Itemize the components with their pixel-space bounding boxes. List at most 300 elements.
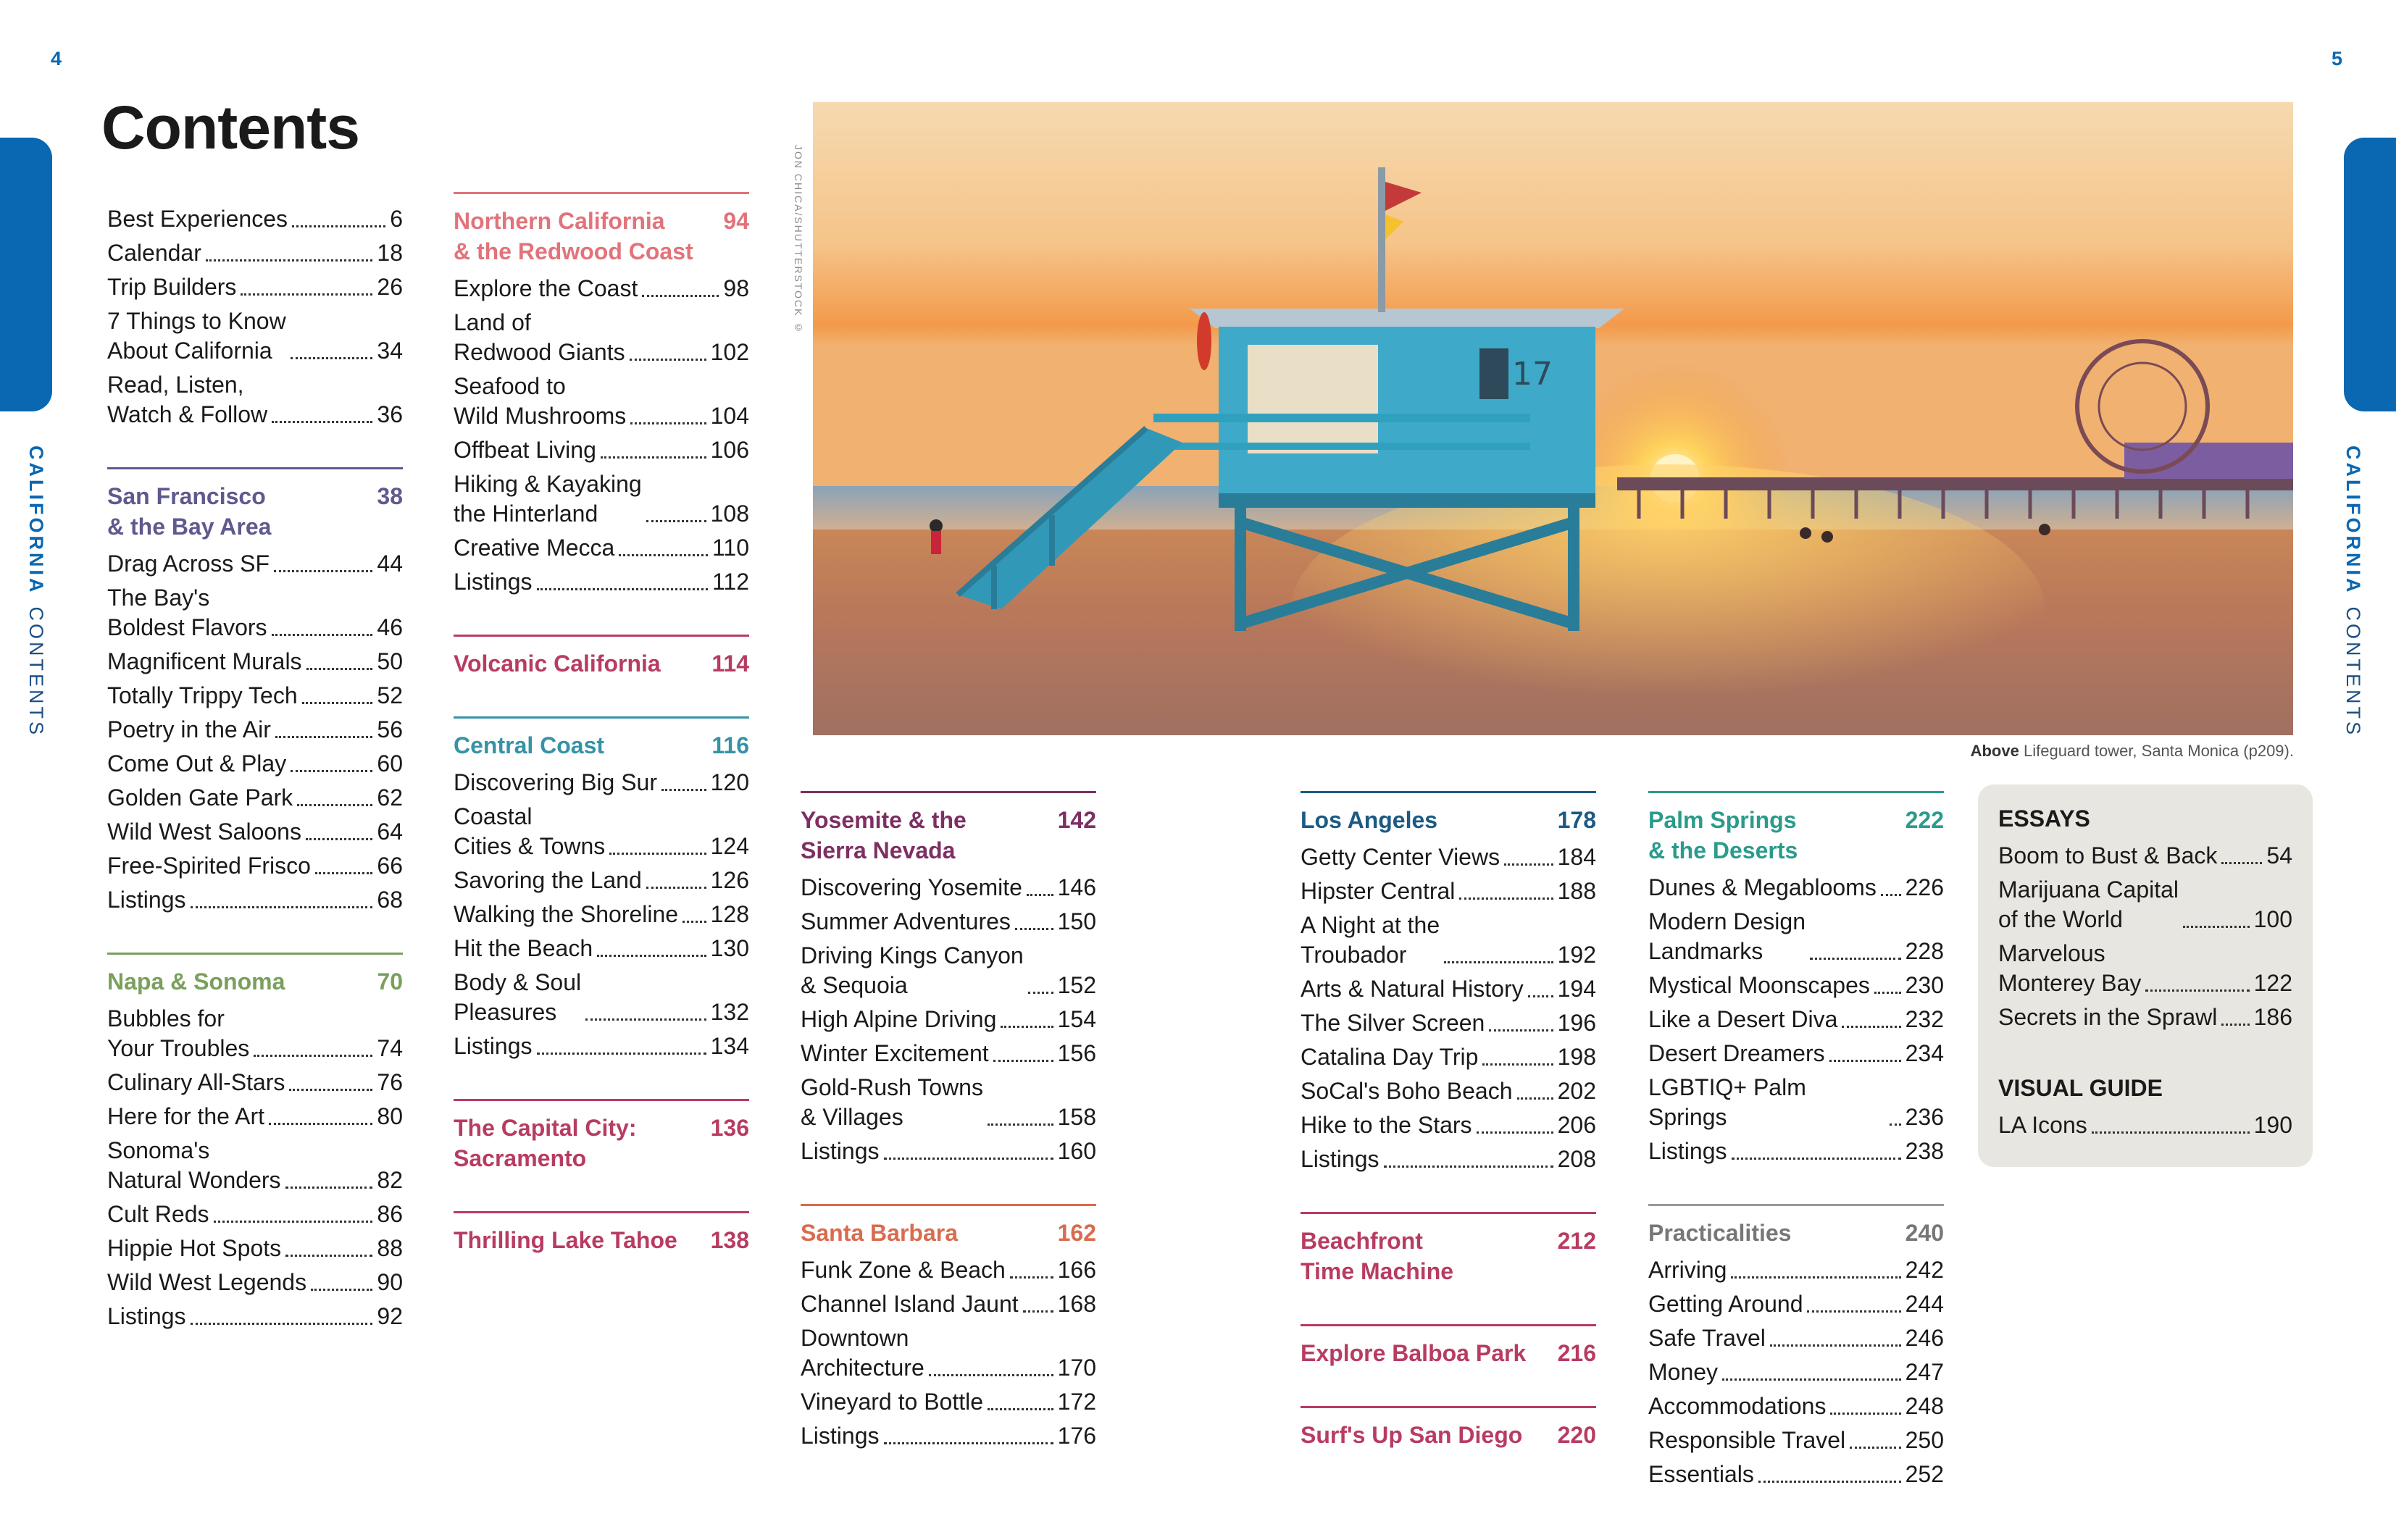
toc-entry[interactable] (454, 567, 749, 597)
leader-dots (988, 1408, 1053, 1410)
toc-entry-page: 146 (1057, 874, 1096, 900)
toc-entry[interactable] (107, 783, 403, 813)
toc-entry[interactable] (1648, 1039, 1944, 1068)
toc-entry-page: 98 (723, 275, 749, 301)
toc-entry[interactable] (1648, 971, 1944, 1000)
toc-entry-page: 130 (710, 935, 749, 961)
toc-entry-page: 196 (1557, 1010, 1596, 1036)
toc-entry[interactable] (1648, 1137, 1944, 1166)
leader-dots (988, 1123, 1053, 1126)
toc-section-practicalities (1648, 1204, 1944, 1489)
toc-entry[interactable] (107, 1200, 403, 1229)
toc-entry-title: Seafood to Wild Mushrooms (454, 373, 627, 429)
toc-entry-page: 247 (1905, 1359, 1944, 1385)
toc-entry[interactable] (1301, 1008, 1596, 1038)
toc-entry-title: Coastal Cities & Towns (454, 803, 606, 859)
leader-dots (241, 293, 372, 296)
toc-entry-title: Vineyard to Bottle (801, 1389, 984, 1415)
toc-entry[interactable] (1998, 1110, 2292, 1140)
toc-entry[interactable] (801, 1387, 1096, 1417)
leader-dots (285, 1187, 373, 1189)
toc-entry[interactable] (1301, 842, 1596, 872)
section-page: 114 (711, 650, 749, 677)
toc-entry[interactable] (1301, 1042, 1596, 1072)
toc-entry[interactable] (801, 1289, 1096, 1319)
leader-dots (289, 1089, 372, 1091)
toc-entry-title: Safe Travel (1648, 1325, 1766, 1351)
leader-dots (306, 668, 373, 670)
toc-entry[interactable] (454, 469, 749, 529)
toc-entry[interactable] (1648, 1392, 1944, 1421)
leader-dots (642, 295, 719, 297)
toc-entry-title: Modern Design Landmarks (1648, 908, 1806, 964)
toc-entry[interactable] (107, 715, 403, 745)
toc-entry-page: 50 (377, 648, 403, 674)
toc-entry-page: 186 (2253, 1004, 2292, 1030)
toc-entry-title: Explore the Coast (454, 275, 638, 301)
toc-entry-title: Mystical Moonscapes (1648, 972, 1870, 998)
section-title: Beachfront Time Machine (1301, 1228, 1454, 1284)
toc-entry[interactable] (454, 533, 749, 563)
toc-entry[interactable] (107, 681, 403, 711)
leader-dots (1731, 1276, 1900, 1279)
section-heading[interactable] (1301, 805, 1596, 835)
leader-dots (2221, 1024, 2249, 1026)
toc-entry-page: 192 (1557, 942, 1596, 968)
caption-bold: Above (1970, 742, 2019, 760)
toc-entry-title: Golden Gate Park (107, 784, 293, 811)
leader-dots (191, 1323, 373, 1325)
leader-dots (601, 456, 706, 459)
toc-entry[interactable] (1301, 911, 1596, 970)
toc-entry[interactable] (801, 1255, 1096, 1285)
toc-entry-title: Magnificent Murals (107, 648, 302, 674)
side-label-right (2342, 445, 2364, 737)
toc-entry[interactable] (1648, 1289, 1944, 1319)
toc-entry-page: 88 (377, 1235, 403, 1261)
toc-section-capital-city (454, 1099, 749, 1173)
leader-dots (993, 1060, 1053, 1062)
section-title: Palm Springs & the Deserts (1648, 807, 1798, 863)
toc-entry-page: 74 (377, 1035, 403, 1061)
toc-entry-page: 110 (711, 535, 749, 561)
toc-entry[interactable] (107, 272, 403, 302)
toc-section-yosemite (801, 791, 1096, 1166)
toc-entry-title: Listings (107, 1303, 186, 1329)
toc-entry-page: 238 (1905, 1138, 1944, 1164)
leader-dots (619, 554, 708, 556)
toc-entry-title: Cult Reds (107, 1201, 209, 1227)
svg-text:17: 17 (1512, 356, 1553, 393)
toc-entry[interactable] (107, 1234, 403, 1263)
toc-entry[interactable] (801, 1137, 1096, 1166)
section-heading[interactable] (107, 966, 403, 997)
toc-entry[interactable] (107, 583, 403, 643)
toc-entry-title: Dunes & Megablooms (1648, 874, 1877, 900)
photo-credit: JON CHICA/SHUTTERSTOCK © (793, 145, 804, 335)
page-number-right: 5 (2332, 48, 2343, 70)
toc-entry-page: 150 (1057, 908, 1096, 934)
toc-entry-title: Funk Zone & Beach (801, 1257, 1006, 1283)
toc-entry[interactable] (1301, 1110, 1596, 1140)
toc-entry[interactable] (107, 549, 403, 579)
section-heading[interactable] (454, 648, 749, 679)
toc-entry[interactable] (107, 1268, 403, 1297)
leader-dots (1722, 1378, 1901, 1381)
leader-dots (537, 588, 708, 590)
toc-entry[interactable] (107, 306, 403, 366)
side-label-section: CONTENTS (25, 606, 47, 737)
toc-entry[interactable] (454, 866, 749, 895)
toc-entry-page: 6 (390, 206, 403, 232)
section-page: 216 (1557, 1340, 1596, 1366)
section-title: ESSAYS (1998, 805, 2090, 832)
toc-entry[interactable] (107, 1068, 403, 1097)
toc-entry-page: 108 (710, 501, 749, 527)
section-title: Central Coast (454, 732, 605, 758)
section-heading (1998, 1073, 2292, 1103)
caption-text: Lifeguard tower, Santa Monica (p209). (2023, 742, 2294, 760)
toc-entry-page: 184 (1557, 844, 1596, 870)
toc-entry-page: 124 (710, 833, 749, 859)
toc-entry-page: 206 (1557, 1112, 1596, 1138)
toc-entry-page: 86 (377, 1201, 403, 1227)
side-label-left (25, 445, 47, 737)
toc-entry-title: Discovering Big Sur (454, 769, 657, 795)
toc-entry-title: Creative Mecca (454, 535, 615, 561)
toc-entry-page: 112 (711, 569, 749, 595)
leader-dots (1444, 961, 1553, 963)
toc-entry[interactable] (1998, 875, 2292, 934)
toc-entry[interactable] (107, 885, 403, 915)
side-label-book: CALIFORNIA (25, 445, 47, 595)
toc-entry-page: 68 (377, 887, 403, 913)
toc-entry[interactable] (1998, 1003, 2292, 1032)
toc-entry[interactable] (454, 900, 749, 929)
leader-dots (683, 921, 706, 923)
toc-section-santa-barbara (801, 1204, 1096, 1451)
section-heading[interactable] (1648, 805, 1944, 866)
toc-entry-title: Wild West Legends (107, 1269, 307, 1295)
leader-dots (597, 955, 706, 957)
toc-entry-title: Listings (801, 1423, 880, 1449)
toc-entry-page: 106 (710, 437, 749, 463)
toc-entry[interactable] (454, 934, 749, 963)
toc-column-5 (1648, 791, 1944, 1527)
toc-entry[interactable] (1301, 1076, 1596, 1106)
toc-entry[interactable] (107, 204, 403, 234)
toc-section-volcanic-california (454, 635, 749, 679)
toc-entry-page: 18 (377, 240, 403, 266)
toc-entry-page: 54 (2266, 842, 2292, 869)
leader-dots (272, 421, 372, 423)
toc-entry-page: 172 (1057, 1389, 1096, 1415)
leader-dots (297, 804, 372, 806)
toc-entry[interactable] (801, 941, 1096, 1000)
leader-dots (1015, 928, 1053, 930)
leader-dots (1010, 1276, 1053, 1279)
toc-entry[interactable] (454, 1031, 749, 1061)
toc-entry[interactable] (1648, 1323, 1944, 1353)
leader-dots (302, 702, 373, 704)
toc-entry-page: 90 (377, 1269, 403, 1295)
section-heading (1998, 803, 2292, 834)
toc-entry-title: Wild West Saloons (107, 819, 301, 845)
toc-entry-page: 252 (1905, 1461, 1944, 1487)
toc-entry-title: Channel Island Jaunt (801, 1291, 1019, 1317)
section-page: 222 (1905, 807, 1944, 833)
leader-dots (274, 570, 372, 572)
toc-entry[interactable] (801, 907, 1096, 937)
toc-entry[interactable] (454, 274, 749, 304)
toc-section-san-francisco (107, 467, 403, 915)
section-heading[interactable] (454, 1225, 749, 1255)
photo-caption (1971, 742, 2294, 761)
toc-entry-page: 76 (377, 1069, 403, 1095)
toc-entry[interactable] (1648, 1005, 1944, 1034)
toc-entry[interactable] (1998, 939, 2292, 998)
section-title: San Francisco & the Bay Area (107, 483, 272, 540)
section-heading[interactable] (1301, 1338, 1596, 1368)
toc-entry-title: Totally Trippy Tech (107, 682, 298, 708)
leader-dots (285, 1255, 372, 1257)
toc-entry[interactable] (107, 1136, 403, 1195)
toc-section-los-angeles (1301, 791, 1596, 1174)
side-label-section: CONTENTS (2342, 606, 2364, 737)
toc-entry[interactable] (107, 851, 403, 881)
toc-entry-title: Listings (454, 569, 533, 595)
toc-entry[interactable] (1648, 1460, 1944, 1489)
toc-entry-title: Getting Around (1648, 1291, 1803, 1317)
leader-dots (272, 634, 373, 636)
page-number-left: 4 (51, 48, 62, 70)
toc-entry-page: 128 (710, 901, 749, 927)
section-title: Surf's Up San Diego (1301, 1422, 1523, 1448)
toc-entry[interactable] (801, 1323, 1096, 1383)
toc-entry-title: Listings (107, 887, 186, 913)
toc-entry[interactable] (1301, 974, 1596, 1004)
toc-entry-page: 36 (377, 401, 403, 427)
toc-entry[interactable] (454, 802, 749, 861)
toc-entry[interactable] (1648, 1357, 1944, 1387)
section-title: The Capital City: Sacramento (454, 1115, 637, 1171)
toc-entry[interactable] (1648, 873, 1944, 903)
leader-dots (254, 1055, 372, 1057)
toc-column-1 (107, 204, 403, 1369)
toc-entry[interactable] (1648, 907, 1944, 966)
toc-entry-title: 7 Things to Know About California (107, 308, 286, 364)
leader-dots (2092, 1131, 2250, 1134)
section-title: Explore Balboa Park (1301, 1340, 1527, 1366)
toc-entry-title: Listings (454, 1033, 533, 1059)
essays-box (1978, 784, 2313, 1167)
beach-sunset-illustration (813, 102, 2293, 735)
section-title: Volcanic California (454, 650, 661, 677)
toc-entry-page: 44 (377, 551, 403, 577)
toc-entry-title: Money (1648, 1359, 1719, 1385)
section-heading[interactable] (454, 730, 749, 761)
leader-dots (2145, 989, 2249, 992)
toc-entry-title: The Bay's Boldest Flavors (107, 585, 267, 640)
toc-entry[interactable] (107, 1302, 403, 1331)
toc-entry[interactable] (454, 768, 749, 798)
toc-column-2 (454, 192, 749, 1293)
toc-entry-page: 80 (377, 1103, 403, 1129)
toc-entry[interactable] (1648, 1255, 1944, 1285)
toc-entry-title: Listings (801, 1138, 880, 1164)
section-page: 116 (711, 732, 749, 758)
toc-entry-title: Culinary All-Stars (107, 1069, 285, 1095)
toc-entry[interactable] (454, 435, 749, 465)
toc-entry-page: 242 (1905, 1257, 1944, 1283)
toc-entry[interactable] (801, 1073, 1096, 1132)
toc-entry-page: 92 (377, 1303, 403, 1329)
toc-entry-page: 60 (377, 750, 403, 777)
toc-entry-title: Bubbles for Your Troubles (107, 1005, 250, 1061)
toc-entry-page: 120 (710, 769, 749, 795)
toc-entry-title: LGBTIQ+ Palm Springs (1648, 1074, 1806, 1130)
toc-entry[interactable] (107, 817, 403, 847)
toc-entry[interactable] (107, 647, 403, 677)
toc-entry[interactable] (801, 1005, 1096, 1034)
leader-dots (585, 1018, 706, 1021)
leader-dots (1477, 1131, 1553, 1134)
toc-entry[interactable] (1648, 1426, 1944, 1455)
section-page: 212 (1557, 1228, 1596, 1254)
toc-entry-page: 170 (1057, 1355, 1096, 1381)
toc-entry[interactable] (107, 1102, 403, 1131)
toc-entry-page: 250 (1905, 1427, 1944, 1453)
toc-entry-title: Marvelous Monterey Bay (1998, 940, 2142, 996)
leader-dots (1528, 995, 1553, 997)
toc-entry-page: 132 (710, 999, 749, 1025)
leader-dots (609, 853, 706, 855)
leader-dots (1890, 1123, 1901, 1126)
leader-dots (1770, 1344, 1901, 1347)
leader-dots (537, 1053, 706, 1055)
leader-dots (1482, 1063, 1553, 1066)
toc-entry[interactable] (1301, 876, 1596, 906)
toc-entry[interactable] (107, 1004, 403, 1063)
section-heading[interactable] (454, 206, 749, 267)
toc-entry[interactable] (107, 370, 403, 430)
leader-dots (1830, 1413, 1900, 1415)
toc-entry[interactable] (454, 308, 749, 367)
section-heading[interactable] (1648, 1218, 1944, 1248)
leader-dots (1881, 894, 1901, 896)
toc-entry-title: A Night at the Troubador (1301, 912, 1440, 968)
toc-entry-page: 208 (1557, 1146, 1596, 1172)
toc-entry[interactable] (454, 372, 749, 431)
section-heading[interactable] (801, 805, 1096, 866)
toc-entry-title: Boom to Bust & Back (1998, 842, 2218, 869)
leader-dots (1807, 1310, 1900, 1313)
leader-dots (311, 1289, 372, 1291)
toc-entry-title: Marijuana Capital of the World (1998, 876, 2179, 932)
toc-entry-title: Land of Redwood Giants (454, 309, 625, 365)
toc-entry[interactable] (1301, 1144, 1596, 1174)
toc-section-palm-springs (1648, 791, 1944, 1166)
section-title: Practicalities (1648, 1220, 1792, 1246)
toc-entry-title: Essentials (1648, 1461, 1754, 1487)
toc-entry-title: The Silver Screen (1301, 1010, 1485, 1036)
leader-dots (661, 789, 706, 791)
section-page: 136 (710, 1115, 749, 1141)
leader-dots (306, 838, 372, 840)
toc-entry-page: 232 (1905, 1006, 1944, 1032)
toc-entry-title: Come Out & Play (107, 750, 287, 777)
side-tab-left (0, 138, 52, 411)
toc-entry-title: Hit the Beach (454, 935, 593, 961)
leader-dots (630, 422, 706, 424)
page-title: Contents (101, 93, 359, 162)
toc-entry-page: 46 (377, 614, 403, 640)
toc-entry-title: Drag Across SF (107, 551, 270, 577)
toc-column-3 (801, 791, 1096, 1489)
section-title: Los Angeles (1301, 807, 1438, 833)
toc-entry-title: Discovering Yosemite (801, 874, 1022, 900)
toc-entry-title: Best Experiences (107, 206, 288, 232)
toc-entry-page: 62 (377, 784, 403, 811)
toc-entry-page: 190 (2253, 1112, 2292, 1138)
toc-entry-page: 160 (1057, 1138, 1096, 1164)
toc-entry-title: High Alpine Driving (801, 1006, 997, 1032)
toc-entry[interactable] (801, 1421, 1096, 1451)
toc-entry[interactable] (107, 238, 403, 268)
leader-dots (206, 259, 373, 261)
toc-entry-page: 236 (1905, 1104, 1944, 1130)
leader-dots (1842, 1026, 1900, 1028)
section-page: 220 (1557, 1422, 1596, 1448)
toc-entry[interactable] (801, 1039, 1096, 1068)
section-heading[interactable] (801, 1218, 1096, 1248)
toc-entry[interactable] (801, 873, 1096, 903)
section-heading[interactable] (454, 1113, 749, 1173)
toc-entry-title: Poetry in the Air (107, 716, 271, 742)
toc-entry-title: Desert Dreamers (1648, 1040, 1825, 1066)
toc-entry-title: Driving Kings Canyon & Sequoia (801, 942, 1024, 998)
toc-entry[interactable] (454, 968, 749, 1027)
toc-entry[interactable] (1648, 1073, 1944, 1132)
toc-entry-page: 226 (1905, 874, 1944, 900)
toc-entry-page: 228 (1905, 938, 1944, 964)
toc-entry[interactable] (1998, 841, 2292, 871)
section-heading[interactable] (1301, 1420, 1596, 1450)
leader-dots (214, 1221, 373, 1223)
toc-entry-title: Walking the Shoreline (454, 901, 679, 927)
toc-entry-title: Arriving (1648, 1257, 1727, 1283)
lifeguard-tower-photo (813, 102, 2293, 735)
leader-dots (1459, 897, 1553, 900)
toc-entry-title: Listings (1648, 1138, 1727, 1164)
toc-entry-page: 82 (377, 1167, 403, 1193)
leader-dots (191, 906, 373, 908)
section-title: Thrilling Lake Tahoe (454, 1227, 677, 1253)
toc-entry-page: 66 (377, 853, 403, 879)
leader-dots (269, 1123, 372, 1125)
section-heading[interactable] (107, 481, 403, 542)
toc-entry[interactable] (107, 749, 403, 779)
toc-entry-title: Read, Listen, Watch & Follow (107, 372, 268, 427)
section-title: Northern California & the Redwood Coast (454, 208, 693, 264)
toc-entry-page: 168 (1057, 1291, 1096, 1317)
section-heading[interactable] (1301, 1226, 1596, 1286)
leader-dots (646, 520, 706, 522)
toc-entry-title: Hiking & Kayaking the Hinterland (454, 471, 642, 527)
toc-entry-page: 56 (377, 716, 403, 742)
toc-entry-title: Hippie Hot Spots (107, 1235, 282, 1261)
toc-entry-page: 26 (377, 274, 403, 300)
